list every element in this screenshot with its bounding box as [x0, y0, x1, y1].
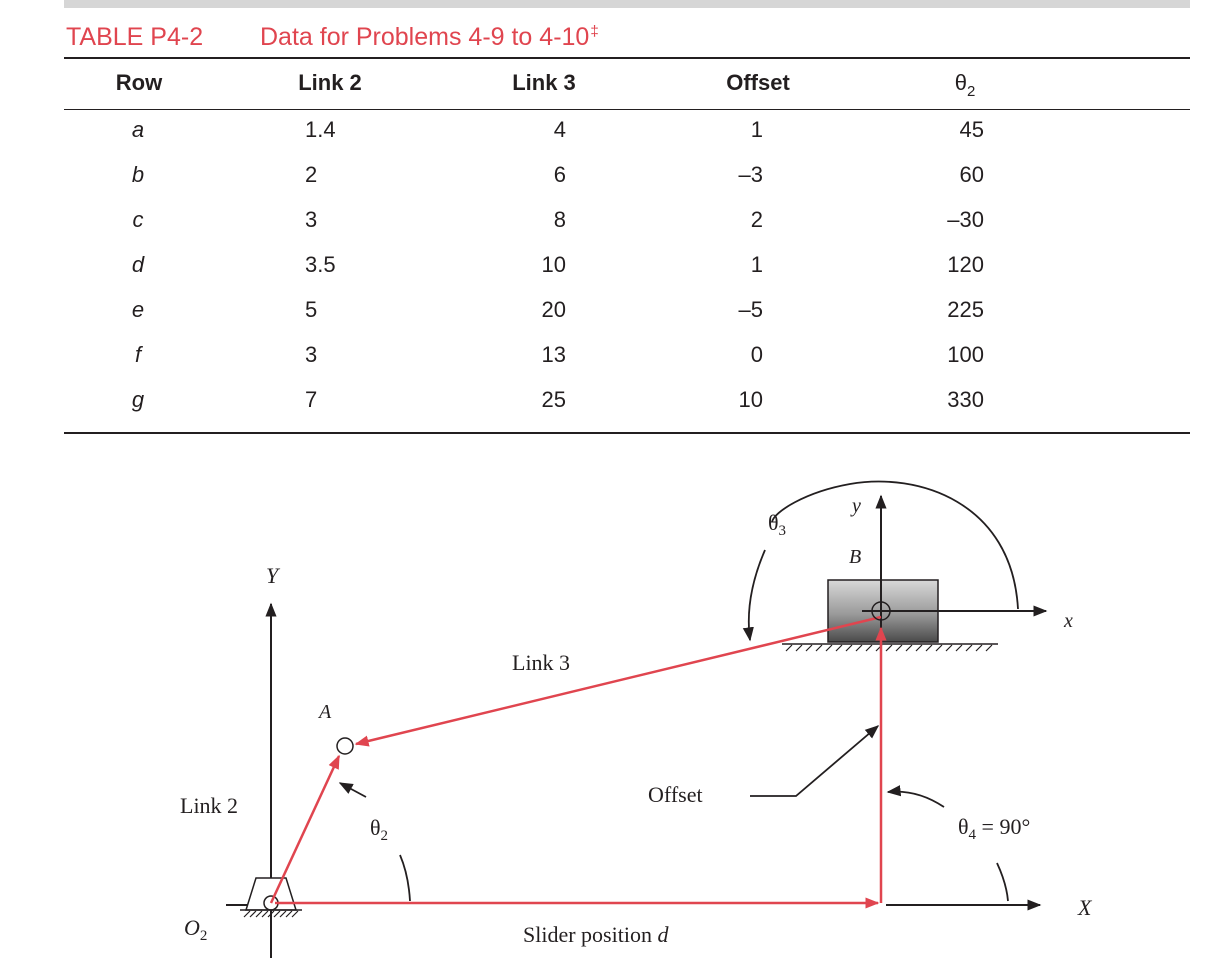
cell-link2: 3 — [305, 342, 318, 367]
cell-offset: –5 — [738, 297, 763, 322]
label-link3: Link 3 — [512, 650, 571, 675]
footnote-mark: ‡ — [590, 23, 599, 40]
cell-link3: 20 — [541, 297, 566, 322]
link2-vector — [271, 756, 339, 903]
label-point-A: A — [319, 701, 332, 723]
cell-offset: –3 — [738, 162, 763, 187]
slider-crank-diagram — [0, 440, 1214, 974]
joint-a — [337, 738, 353, 754]
table-title: Data for Problems 4-9 to 4-10 — [260, 23, 590, 51]
cell-theta2: 45 — [959, 117, 984, 142]
cell-row: b — [131, 162, 145, 187]
cell-theta2: –30 — [947, 207, 984, 232]
label-theta2: $\theta_2$ — [370, 815, 389, 844]
label-point-B: B — [849, 546, 862, 568]
table-bottom-rule — [64, 432, 1190, 434]
label-axis-Y: Y — [266, 563, 279, 588]
theta4-arc-lower — [997, 863, 1008, 901]
header-link3: Link 3 — [512, 70, 576, 95]
label-pivot-O2: $O_2$ — [184, 915, 208, 944]
link3-vector — [356, 617, 881, 744]
cell-link2: 7 — [305, 387, 318, 412]
cell-theta2: 100 — [947, 342, 984, 367]
cell-theta2: 60 — [959, 162, 984, 187]
cell-link3: 4 — [553, 117, 566, 142]
theta2-arrow — [340, 783, 366, 797]
cell-link2: 3.5 — [305, 252, 336, 277]
cell-link2: 1.4 — [305, 117, 336, 142]
cell-link2: 5 — [305, 297, 318, 322]
cell-offset: 1 — [750, 117, 763, 142]
cell-theta2: 225 — [947, 297, 984, 322]
label-axis-X: X — [1078, 895, 1092, 920]
label-slider-position: Slider position d — [523, 922, 669, 947]
cell-link3: 8 — [553, 207, 566, 232]
theta2-arc — [400, 855, 410, 901]
cell-link3: 13 — [541, 342, 566, 367]
offset-leader — [750, 726, 878, 796]
cell-offset: 2 — [750, 207, 763, 232]
label-link2: Link 2 — [180, 793, 239, 818]
header-theta2: $\theta_2$ — [954, 70, 976, 100]
label-theta3: $\theta_3$ — [768, 510, 787, 539]
cell-link3: 10 — [541, 252, 566, 277]
theta4-arc — [888, 792, 944, 807]
header-link2: Link 2 — [298, 70, 362, 95]
label-axis-x: x — [1064, 610, 1073, 632]
cell-link3: 25 — [541, 387, 566, 412]
cell-row: g — [131, 387, 145, 412]
cell-row: e — [131, 297, 145, 322]
table-header-rule — [64, 109, 1190, 110]
cell-theta2: 330 — [947, 387, 984, 412]
table-caption — [66, 14, 599, 50]
cell-row: d — [131, 252, 145, 277]
theta3-arrow — [749, 550, 765, 640]
top-color-bar — [64, 0, 1190, 8]
table-number: TABLE P4-2 — [66, 23, 204, 51]
cell-link2: 2 — [305, 162, 318, 187]
table-top-rule — [64, 57, 1190, 59]
cell-offset: 0 — [750, 342, 763, 367]
cell-link3: 6 — [553, 162, 566, 187]
cell-row: f — [134, 342, 142, 367]
cell-offset: 1 — [750, 252, 763, 277]
header-row: Row — [115, 70, 163, 95]
label-theta4: $\theta_4 = 90^\circ$ — [958, 814, 1031, 843]
label-axis-y: y — [852, 495, 861, 517]
slider-ground — [782, 644, 998, 651]
header-offset: Offset — [726, 70, 790, 95]
cell-theta2: 120 — [947, 252, 984, 277]
label-offset: Offset — [648, 782, 703, 807]
cell-link2: 3 — [305, 207, 318, 232]
cell-offset: 10 — [738, 387, 763, 412]
cell-row: c — [132, 207, 144, 232]
cell-row: a — [131, 117, 145, 142]
